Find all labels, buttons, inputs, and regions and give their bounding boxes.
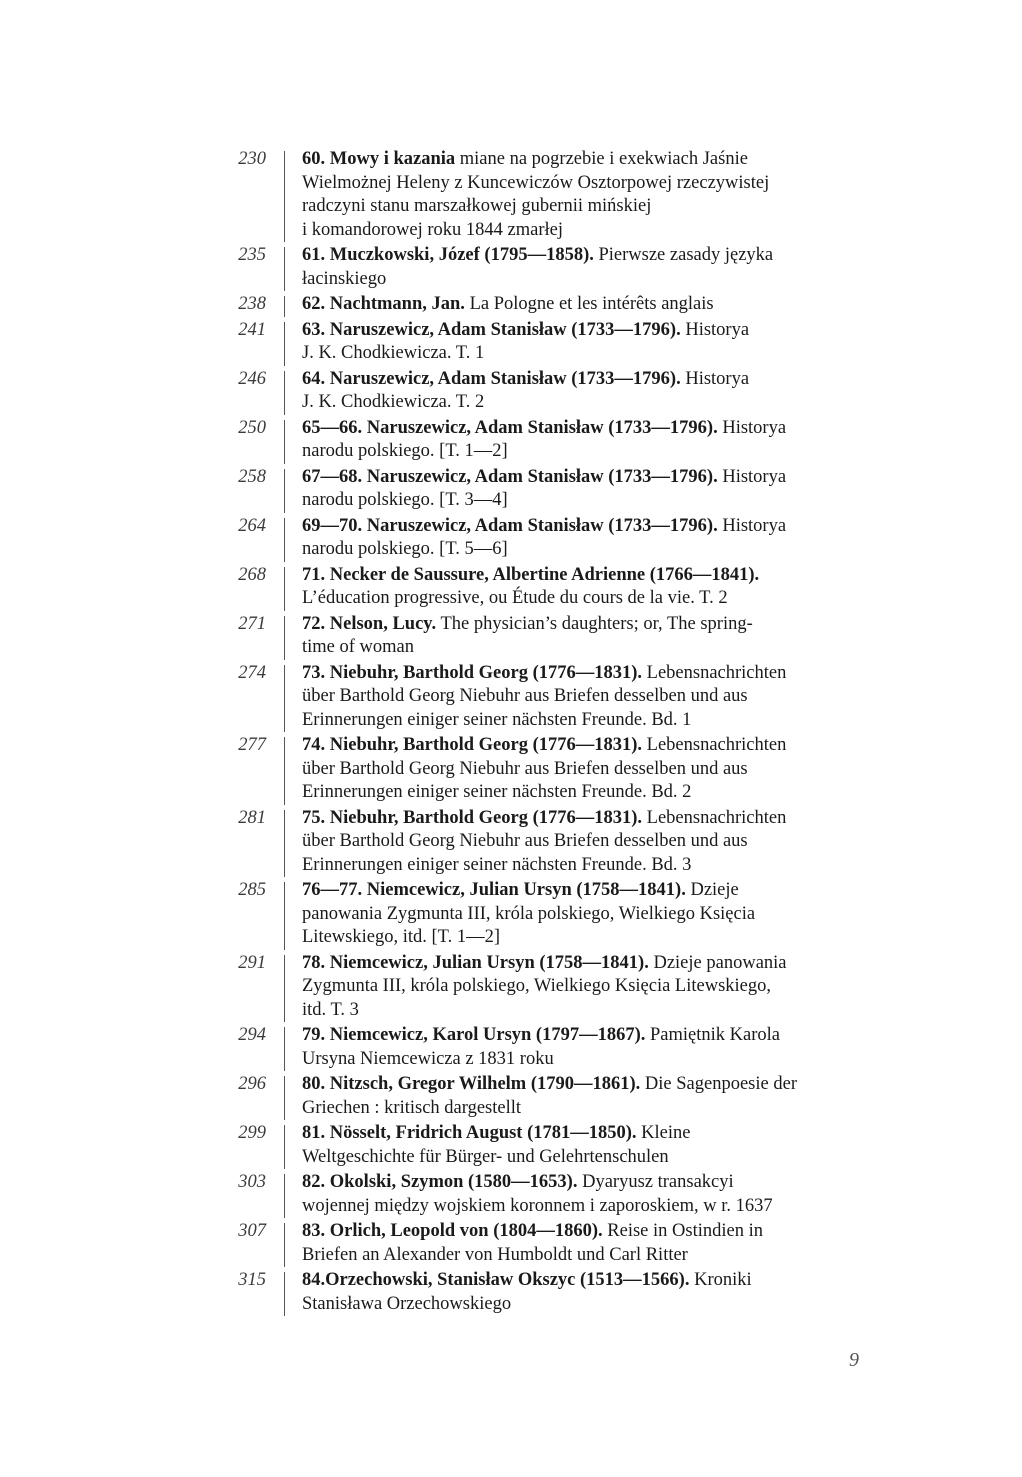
vertical-rule [284, 296, 285, 317]
entry-line: radczyni stanu marszałkowej gubernii mińskiej [302, 196, 652, 216]
toc-entry [212, 514, 872, 562]
entry-page-number: 285 [238, 880, 266, 900]
entry-heading: 61. Muczkowski, Józef (1795—1858). [302, 245, 594, 265]
entry-heading: 84.Orzechowski, Stanisław Okszyc (1513—1566). [302, 1270, 690, 1290]
vertical-rule [284, 737, 285, 805]
vertical-rule [284, 247, 285, 291]
toc-entry [212, 416, 872, 464]
toc-entry [212, 733, 872, 805]
entry-title: Historya [680, 368, 750, 389]
entry-heading: 62. Nachtmann, Jan. [302, 294, 465, 314]
entry-title: La Pologne et les intérêts anglais [464, 294, 714, 314]
vertical-rule [284, 665, 285, 733]
entry-line: Litewskiego, itd. [T. 1—2] [302, 927, 500, 947]
entry-description [302, 1023, 872, 1071]
entry-title: Historya [717, 515, 787, 536]
entry-description [302, 806, 872, 878]
toc-entry [212, 465, 872, 513]
entry-line: J. K. Chodkiewicza. T. 2 [302, 392, 485, 412]
entry-page-number: 238 [238, 294, 266, 314]
entry-title: Pierwsze zasady języka [593, 245, 774, 265]
entry-page-number: 258 [238, 466, 266, 487]
toc-entry [212, 951, 872, 1023]
vertical-rule [284, 882, 285, 950]
entry-page-number: 235 [238, 245, 266, 265]
entry-title: Dyaryusz transakcyi [577, 1172, 734, 1192]
entry-page-number: 241 [238, 319, 266, 340]
entry-heading: 72. Nelson, Lucy. [302, 613, 437, 634]
entry-heading: 73. Niebuhr, Barthold Georg (1776—1831). [302, 662, 643, 683]
entry-page-number: 299 [238, 1123, 266, 1143]
entry-line: Stanisława Orzechowskiego [302, 1293, 512, 1314]
vertical-rule [284, 810, 285, 878]
vertical-rule [284, 151, 285, 242]
entry-title: Reise in Ostindien in [602, 1221, 763, 1241]
entry-title: Lebensnachrichten [642, 735, 787, 755]
toc-entry [212, 318, 872, 366]
entry-heading: 71. Necker de Saussure, Albertine Adrienne (1766—1841). [302, 564, 760, 585]
entry-page-number: 307 [238, 1221, 266, 1241]
entry-heading: 75. Niebuhr, Barthold Georg (1776—1831). [302, 807, 643, 828]
entry-page-number: 271 [238, 613, 266, 634]
entry-title: The physician’s daughters; or, The spring- [436, 613, 753, 634]
toc-entry [212, 612, 872, 660]
vertical-rule [284, 616, 285, 660]
entry-title: Lebensnachrichten [642, 807, 787, 828]
entry-line: narodu polskiego. [T. 1—2] [302, 441, 508, 461]
entry-line: Ursyna Niemcewicza z 1831 roku [302, 1048, 554, 1069]
entry-heading: 63. Naruszewicz, Adam Stanisław (1733—1796). [302, 319, 681, 340]
toc-entry [212, 1170, 872, 1218]
entry-line: über Barthold Georg Niebuhr aus Briefen desselben und aus [302, 831, 748, 851]
entry-page-number: 303 [238, 1172, 266, 1192]
entry-description [302, 367, 872, 415]
entry-title: Dzieje [685, 880, 739, 900]
entry-description [302, 318, 872, 366]
entry-page-number: 315 [238, 1270, 266, 1290]
entry-line: łacinskiego [302, 268, 387, 289]
entry-description [302, 733, 872, 805]
vertical-rule [284, 1125, 285, 1169]
entry-description [302, 1170, 872, 1218]
toc-entry [212, 1219, 872, 1267]
entry-page-number: 281 [238, 807, 266, 828]
entry-line: über Barthold Georg Niebuhr aus Briefen desselben und aus [302, 758, 748, 779]
entry-page-number: 274 [238, 662, 266, 683]
entry-line: Erinnerungen einiger seiner nächsten Freunde. Bd. 3 [302, 854, 692, 875]
entry-title: Dzieje panowania [648, 952, 787, 973]
toc-entry [212, 1072, 872, 1120]
entry-description [302, 951, 872, 1023]
entry-line: i komandorowej roku 1844 zmarłej [302, 219, 563, 240]
entry-description [302, 416, 872, 464]
entry-line: panowania Zygmunta III, króla polskiego, Wielkiego Księcia [302, 903, 756, 924]
entry-line: L’éducation progressive, ou Étude du cours de la vie. T. 2 [302, 588, 728, 608]
vertical-rule [284, 1174, 285, 1218]
entry-line: narodu polskiego. [T. 3—4] [302, 490, 508, 510]
entry-line: Zygmunta III, króla polskiego, Wielkiego Księcia Litewskiego, [302, 976, 772, 996]
entry-line: Erinnerungen einiger seiner nächsten Freunde. Bd. 2 [302, 782, 692, 802]
vertical-rule [284, 322, 285, 366]
entry-line: Erinnerungen einiger seiner nächsten Freunde. Bd. 1 [302, 709, 692, 730]
entry-title: Historya [717, 417, 787, 438]
toc-entry [212, 243, 872, 291]
entry-description [302, 563, 872, 611]
entry-page-number: 268 [238, 564, 266, 585]
entry-page-number: 291 [238, 952, 266, 973]
entry-heading: 67—68. Naruszewicz, Adam Stanisław (1733—1796). [302, 466, 718, 487]
entry-heading: 82. Okolski, Szymon (1580—1653). [302, 1172, 578, 1192]
entry-description [302, 147, 872, 242]
toc-entry [212, 1268, 872, 1316]
toc-entry [212, 1023, 872, 1071]
vertical-rule [284, 371, 285, 415]
entry-description [302, 1219, 872, 1267]
entry-page-number: 264 [238, 515, 266, 536]
entry-page-number: 230 [238, 149, 266, 169]
vertical-rule [284, 1272, 285, 1316]
entry-heading: 64. Naruszewicz, Adam Stanisław (1733—1796). [302, 368, 681, 389]
toc-entry [212, 878, 872, 950]
vertical-rule [284, 1223, 285, 1267]
vertical-rule [284, 567, 285, 611]
toc-entry [212, 292, 872, 317]
entry-line: über Barthold Georg Niebuhr aus Briefen desselben und aus [302, 686, 748, 706]
toc-entry [212, 147, 872, 242]
toc-entry [212, 806, 872, 878]
table-of-contents [212, 147, 872, 1317]
entry-description [302, 514, 872, 562]
entry-heading: 60. Mowy i kazania [302, 149, 456, 169]
entry-page-number: 250 [238, 417, 266, 438]
vertical-rule [284, 518, 285, 562]
entry-heading: 83. Orlich, Leopold von (1804—1860). [302, 1221, 603, 1241]
entry-page-number: 246 [238, 368, 266, 389]
entry-page-number: 277 [238, 735, 266, 755]
entry-line: Griechen : kritisch dargestellt [302, 1097, 522, 1118]
entry-page-number: 294 [238, 1025, 266, 1045]
entry-description [302, 1268, 872, 1316]
entry-title: miane na pogrzebie i exekwiach Jaśnie [455, 149, 748, 169]
entry-title: Kleine [636, 1123, 691, 1143]
entry-page-number: 296 [238, 1074, 266, 1094]
vertical-rule [284, 469, 285, 513]
entry-heading: 79. Niemcewicz, Karol Ursyn (1797—1867). [302, 1025, 646, 1045]
entry-title: Kroniki [689, 1270, 752, 1290]
entry-line: Wielmożnej Heleny z Kuncewiczów Osztorpowej rzeczywistej [302, 172, 770, 193]
entry-heading: 81. Nösselt, Fridrich August (1781—1850). [302, 1123, 637, 1143]
vertical-rule [284, 1076, 285, 1120]
entry-line: time of woman [302, 637, 415, 657]
entry-heading: 65—66. Naruszewicz, Adam Stanisław (1733—1796). [302, 417, 718, 438]
entry-description [302, 243, 872, 291]
entry-description [302, 1072, 872, 1120]
entry-description [302, 465, 872, 513]
entry-description [302, 661, 872, 733]
entry-title: Historya [680, 319, 750, 340]
entry-heading: 78. Niemcewicz, Julian Ursyn (1758—1841). [302, 952, 649, 973]
entry-description [302, 1121, 872, 1169]
entry-title: Pamiętnik Karola [645, 1025, 780, 1045]
entry-line: Weltgeschichte für Bürger- und Gelehrtenschulen [302, 1146, 669, 1167]
toc-entry [212, 563, 872, 611]
vertical-rule [284, 420, 285, 464]
entry-title: Die Sagenpoesie der [640, 1074, 797, 1094]
entry-description [302, 612, 872, 660]
entry-line: wojennej między wojskiem koronnem i zaporoskiem, w r. 1637 [302, 1195, 773, 1216]
toc-entry [212, 1121, 872, 1169]
entry-line: Briefen an Alexander von Humboldt und Carl Ritter [302, 1244, 688, 1265]
entry-line: narodu polskiego. [T. 5—6] [302, 539, 508, 559]
vertical-rule [284, 955, 285, 1023]
entry-line: itd. T. 3 [302, 999, 359, 1020]
toc-entry [212, 661, 872, 733]
entry-heading: 76—77. Niemcewicz, Julian Ursyn (1758—1841). [302, 880, 686, 900]
entry-heading: 74. Niebuhr, Barthold Georg (1776—1831). [302, 735, 643, 755]
vertical-rule [284, 1027, 285, 1071]
entry-title: Lebensnachrichten [642, 662, 787, 683]
entry-heading: 80. Nitzsch, Gregor Wilhelm (1790—1861). [302, 1074, 641, 1094]
entry-line: J. K. Chodkiewicza. T. 1 [302, 343, 485, 363]
entry-description [302, 292, 872, 317]
page-number: 9 [849, 1349, 859, 1371]
toc-entry [212, 367, 872, 415]
entry-title: Historya [717, 466, 787, 487]
entry-description [302, 878, 872, 950]
entry-heading: 69—70. Naruszewicz, Adam Stanisław (1733—1796). [302, 515, 718, 536]
